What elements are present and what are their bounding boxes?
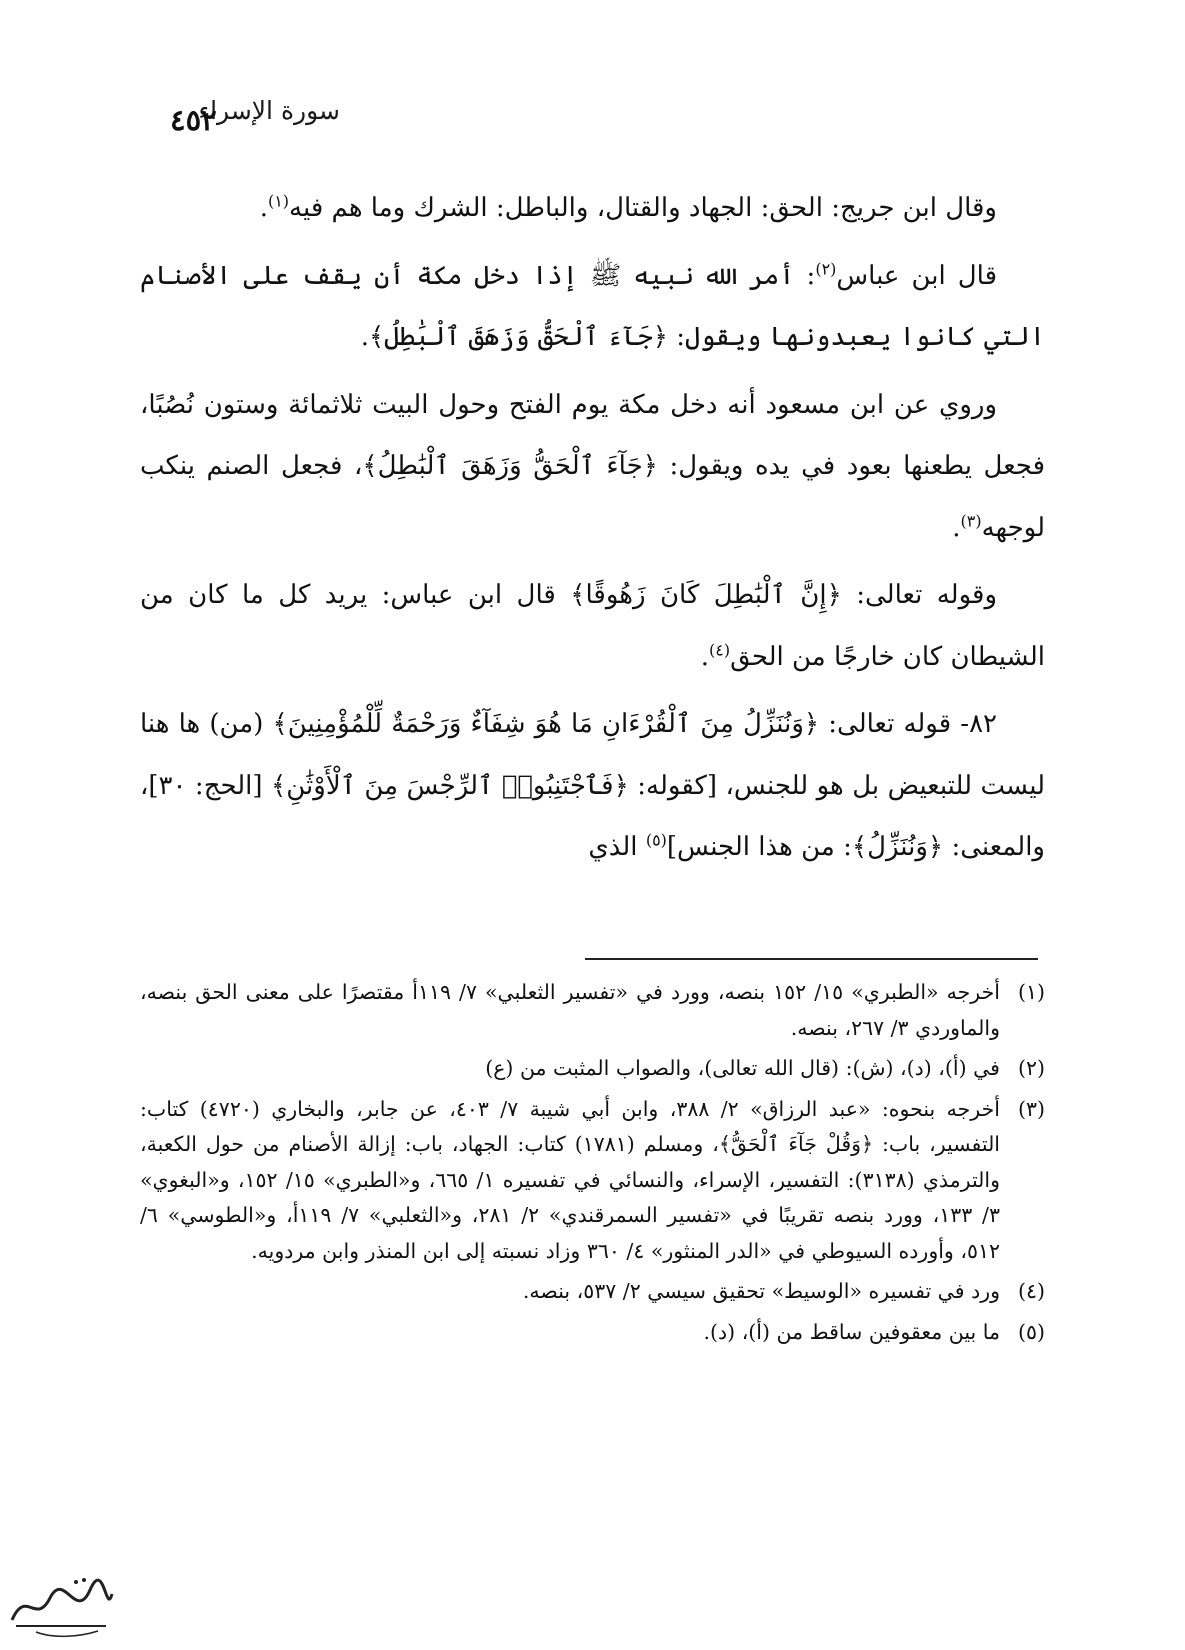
footnote [140,1274,1045,1310]
footnotes [140,975,1045,1355]
footnote [140,975,1045,1046]
footnote-text: ورد في تفسيره «الوسيط» تحقيق سيسي ٢/ ٥٣٧، بنصه. [522,1279,1000,1303]
footnote-number: (١) [1017,980,1045,1004]
main-text [140,178,1045,885]
paragraph-end: . [259,193,268,223]
paragraph-text: الذي [588,832,638,862]
paragraph-text: قال ابن عباس [836,260,997,291]
quran-verse: ﴿فَٱجْتَنِبُوا۟ ٱلرِّجْسَ مِنَ ٱلْأَوْثَٰنِ﴾ [271,770,629,801]
quran-verse: ﴿وَنُنَزِّلُ﴾ [851,832,944,862]
watermark-logo [6,1568,116,1642]
quran-verse: ﴿وَنُنَزِّلُ مِنَ ٱلْقُرْءَانِ مَا هُوَ شِفَآءٌ وَرَحْمَةٌ لِّلْمُؤْمِنِينَ﴾ [272,709,820,739]
footnote-text: أخرجه بنحوه: «عبد الرزاق» ٢/ ٣٨٨، وابن أبي شيبة ٧/ ٤٠٣، عن جابر، والبخاري (٤٧٢٠) كتاب: التفسير، باب: ﴿وَقُلْ جَآءَ ٱلْحَقُّ﴾، ومسلم (١٧٨١) كتاب: الجهاد، باب: إزالة الأصنام من حول الكعبة، والترمذي (٣١٣٨): التفسير، الإسراء، والنسائي في تفسيره ١/ ٦٦٥، و«الطبري» ١٥/ ١٥٢، و«البغوي» ٣/ ١٣٣، وورد بنصه تقريبًا في «تفسير السمرقندي» ٢/ ٢٨١، و«الثعلبي» ٧/ ١١٩أ، و«الطوسي» ٦/ ٥١٢، وأورده السيوطي في «الدر المنثور» ٤/ ٣٦٠ وزاد نسبته إلى ابن المنذر وابن مردويه. [140,1096,1001,1263]
page-number: ٤٥٢ [170,103,217,137]
quran-verse: ﴿إِنَّ ٱلْبَٰطِلَ كَانَ زَهُوقًا﴾ [570,580,842,610]
paragraph-text: وروي عن ابن مسعود أنه دخل مكة يوم الفتح وحول البيت ثلاثمائة وستون نُصُبًا، فجعل يطعنها بعود في يده ويقول: [140,389,1045,481]
paragraph-ibn-jurayj [140,178,1045,240]
footnote-number: (٤) [1017,1279,1045,1303]
quran-verse: ﴿جَآءَ ٱلْحَقُّ وَزَهَقَ ٱلْبَٰطِلُ﴾ [362,451,658,481]
paragraph-text: : أمر الله نبيه ﷺ إذا دخل مكة أن يقف على الأصنام التي كانوا يعبدونها ويقول: [140,260,1045,352]
surah-title: سورة الإسراء [198,96,340,125]
paragraph-text: قال ابن عباس: يريد كل ما كان من الشيطان كان خارجًا من الحق [140,580,1045,672]
footnote-number: (٥) [1017,1319,1045,1344]
footnote-number: (٣) [1017,1096,1045,1121]
footnote-ref: (١) [267,191,290,211]
footnote-ref: (٢) [815,258,837,278]
footnote-text: أخرجه «الطبري» ١٥/ ١٥٢ بنصه، وورد في «تفسير الثعلبي» ٧/ ١١٩أ مقتصرًا على معنى الحق بنصه، والماوردي ٣/ ٢٦٧، بنصه. [140,980,1000,1040]
footnote [140,1092,1045,1270]
footnote [140,1315,1045,1351]
footnote [140,1051,1045,1087]
paragraph-text: [الحج: ٣٠]، والمعنى: [140,770,1045,862]
paragraph-end: . [700,641,710,672]
quran-verse: ﴿جَآءَ ٱلْحَقُّ وَزَهَقَ ٱلْبَٰطِلُ﴾ [369,322,669,352]
paragraph-text: (من) ها هنا ليست للتبعيض بل هو للجنس، [كقوله: [140,709,1045,801]
footnote-ref: (٤) [709,639,731,659]
footnote-ref: (٣) [960,510,982,530]
paragraph-end: . [952,512,961,543]
paragraph-text: وقال ابن جريج: الحق: الجهاد والقتال، والباطل: الشرك وما هم فيه [289,193,997,223]
paragraph-end: . [360,322,369,352]
paragraph-ibn-abbas [140,246,1045,369]
paragraph-text: : من هذا الجنس] [666,832,852,862]
footnote-text: ما بين معقوفين ساقط من (أ)، (د). [703,1319,1000,1344]
paragraph-ibn-masud [140,375,1045,560]
footnote-separator [585,958,1038,960]
paragraph-text: وقوله تعالى: [856,580,998,610]
paragraph-text: ٨٢- قوله تعالى: [828,709,998,739]
paragraph-text: ، فجعل الصنم ينكب لوجهه [140,451,1045,543]
paragraph-verse-82 [140,694,1045,879]
paragraph-batil [140,565,1045,688]
footnote-text: في (أ)، (د)، (ش): (قال الله تعالى)، والصواب المثبت من (ع) [485,1056,1000,1080]
footnote-ref: (٥) [645,830,667,850]
footnote-number: (٢) [1017,1056,1045,1080]
